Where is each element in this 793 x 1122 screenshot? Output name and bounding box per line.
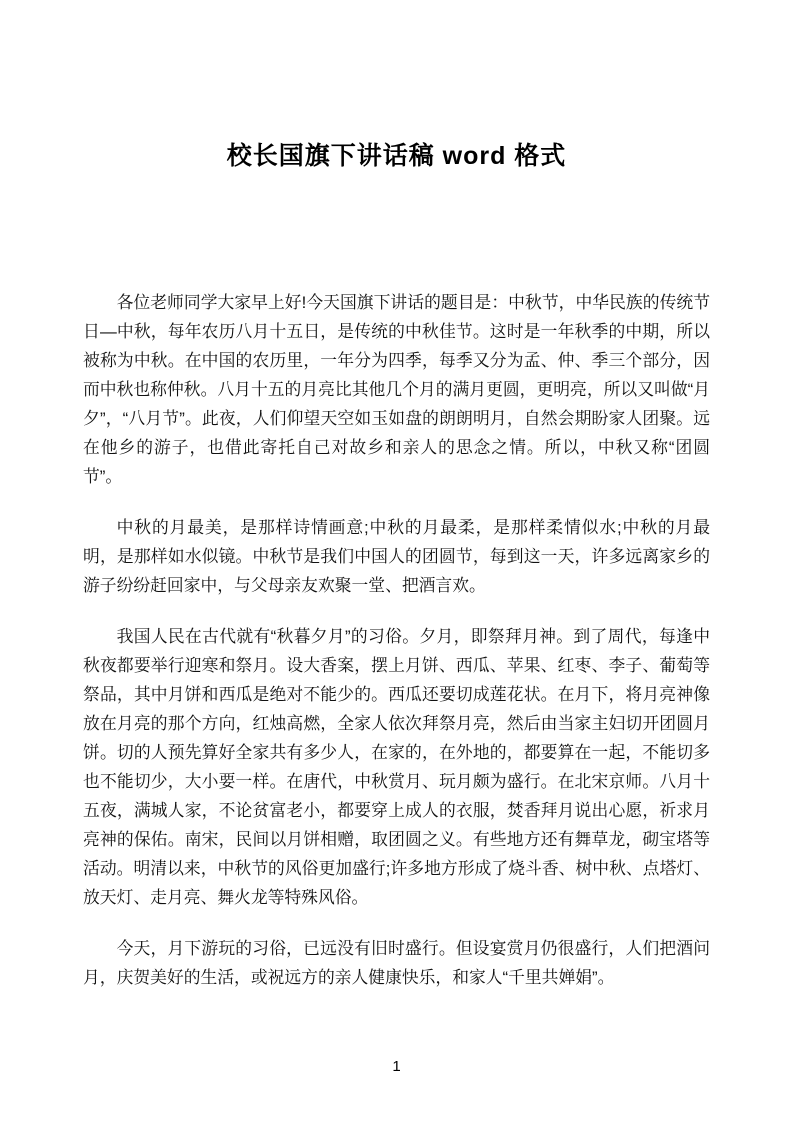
document-title: 校长国旗下讲话稿 word 格式 — [226, 142, 567, 170]
paragraph-moon-beauty: 中秋的月最美，是那样诗情画意;中秋的月最柔，是那样柔情似水;中秋的月最明，是那样如水似镜。中秋节是我们中国人的团圆节，每到这一天，许多远离家乡的游子纷纷赶回家中，与父母亲友欢聚一堂、把酒言欢。 — [83, 518, 710, 595]
paragraph-customs-history: 我国人民在古代就有“秋暮夕月”的习俗。夕月，即祭拜月神。到了周代，每逢中秋夜都要举行迎寒和祭月。设大香案，摆上月饼、西瓜、苹果、红枣、李子、葡萄等祭品，其中月饼和西瓜是绝对不能少的。西瓜还要切成莲花状。在月下，将月亮神像放在月亮的那个方向，红烛高燃，全家人依次拜祭月亮，然后由当家主妇切开团圆月饼。切的人预先算好全家共有多少人，在家的，在外地的，都要算在一起，不能切多也不能切少，大小要一样。在唐代，中秋赏月、玩月颇为盛行。在北宋京师。八月十五夜，满城人家，不论贫富老小，都要穿上成人的衣服，焚香拜月说出心愿，祈求月亮神的保佑。南宋，民间以月饼相赠，取团圆之义。有些地方还有舞草龙，砌宝塔等活动。明清以来，中秋节的风俗更加盛行;许多地方形成了烧斗香、树中秋、点塔灯、放天灯、走月亮、舞火龙等特殊风俗。 — [83, 627, 710, 907]
document-body — [83, 288, 710, 992]
paragraph-intro: 各位老师同学大家早上好!今天国旗下讲话的题目是：中秋节，中华民族的传统节日—中秋，每年农历八月十五日，是传统的中秋佳节。这时是一年秋季的中期，所以被称为中秋。在中国的农历里，一年分为四季，每季又分为孟、仲、季三个部分，因而中秋也称仲秋。八月十五的月亮比其他几个月的满月更圆，更明亮，所以又叫做“月夕”，“八月节”。此夜，人们仰望天空如玉如盘的朗朗明月，自然会期盼家人团聚。远在他乡的游子，也借此寄托自己对故乡和亲人的思念之情。所以，中秋又称“团圆节”。 — [83, 293, 710, 486]
paragraph-today: 今天，月下游玩的习俗，已远没有旧时盛行。但设宴赏月仍很盛行，人们把酒问月，庆贺美好的生活，或祝远方的亲人健康快乐，和家人“千里共婵娟”。 — [83, 939, 710, 987]
page-number: 1 — [392, 1058, 401, 1075]
